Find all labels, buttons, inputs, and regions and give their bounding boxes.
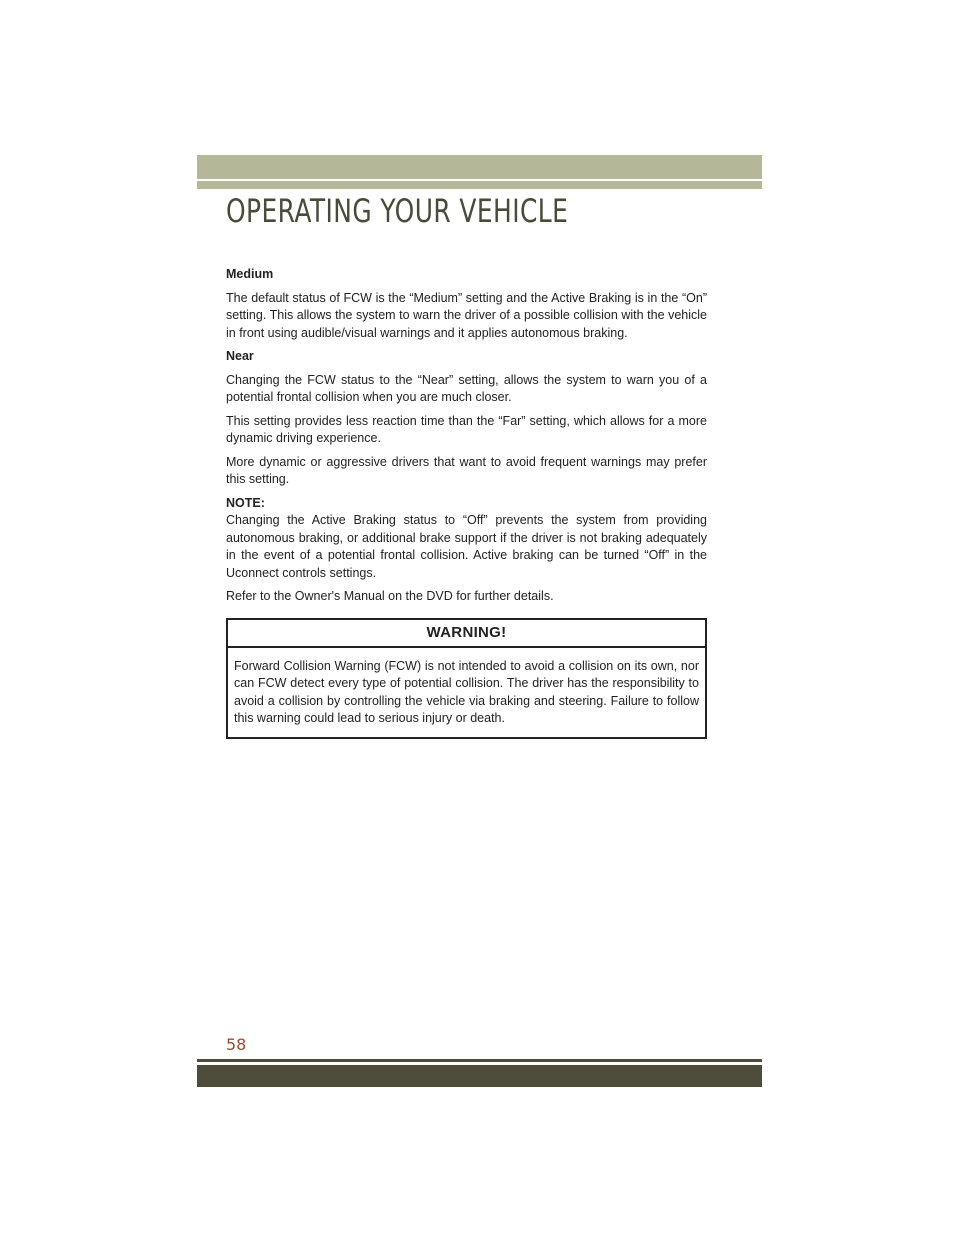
warning-title: WARNING! (228, 620, 705, 648)
near-paragraph-3: More dynamic or aggressive drivers that want to avoid frequent warnings may prefer this setting. (226, 454, 707, 486)
warning-text: Forward Collision Warning (FCW) is not intended to avoid a collision on its own, nor can FCW detect every type of potential collision. The driver has the responsibility to avoid a collision by controlling the vehicle via braking and steering. Failure to follow this warning could lead to serious injury or death. (234, 658, 699, 725)
note-block (226, 495, 707, 583)
footer-line (197, 1059, 762, 1062)
near-paragraph-2: This setting provides less reaction time than the “Far” setting, which allows for a more dynamic driving experience. (226, 413, 707, 445)
note-label: NOTE: (226, 495, 265, 510)
medium-heading: Medium (226, 267, 274, 281)
warning-box (226, 618, 707, 739)
page-number: 58 (226, 1035, 247, 1054)
footer-band (197, 1065, 762, 1087)
refer-paragraph: Refer to the Owner's Manual on the DVD for further details. (226, 589, 554, 603)
medium-paragraph: The default status of FCW is the “Medium” setting and the Active Braking is in the “On” setting. This allows the system to warn the driver of a possible collision with the vehicle in front using audible/visual warnings and it applies autonomous braking. (226, 290, 707, 340)
section-title: OPERATING YOUR VEHICLE (226, 192, 569, 230)
header-band (197, 155, 762, 179)
near-heading: Near (226, 349, 254, 363)
page-content (226, 266, 707, 739)
note-text: Changing the Active Braking status to “Off” prevents the system from providing autonomous braking, or additional brake support if the driver is not braking adequately in the event of a potential frontal collision. Active braking can be turned “Off” in the Uconnect controls settings. (226, 513, 707, 580)
near-paragraph-1: Changing the FCW status to the “Near” setting, allows the system to warn you of a potential frontal collision when you are much closer. (226, 372, 707, 404)
header-band-thin (197, 181, 762, 189)
